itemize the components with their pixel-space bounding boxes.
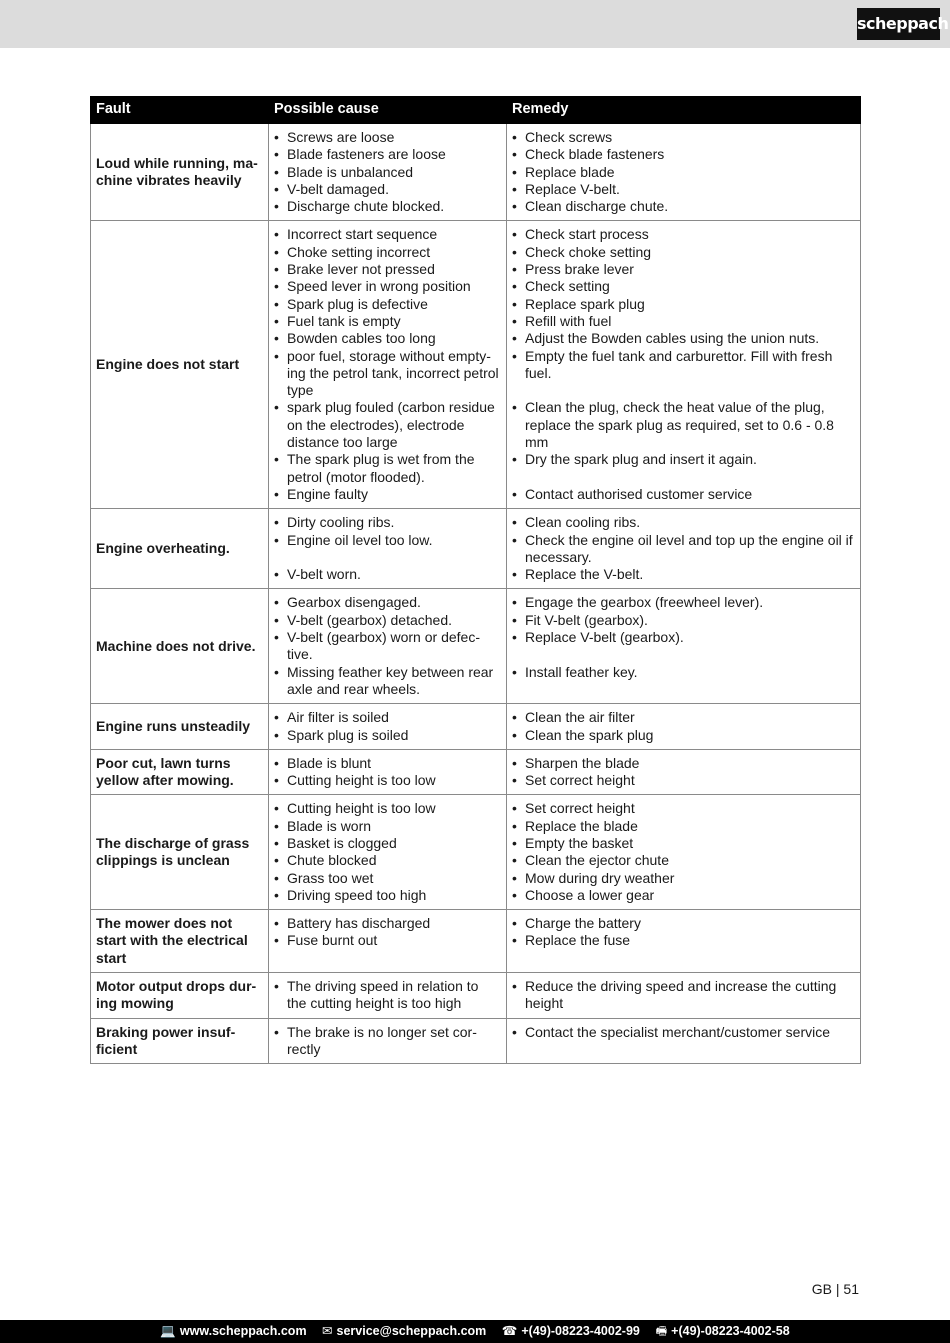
remedy-item: • Check the engine oil level and top up the engine oil if necessary.: [511, 532, 855, 567]
fault-cell: Braking power insuf-ficient: [91, 1018, 269, 1064]
cause-item: • The brake is no longer set cor-rectly: [273, 1024, 501, 1059]
table-row: [91, 795, 861, 910]
fault-cell: Engine runs unsteadily: [91, 704, 269, 750]
remedy-list: [511, 978, 855, 1013]
cause-list: [273, 129, 501, 215]
remedy-cell: [507, 704, 861, 750]
remedy-item: • Set correct height: [511, 800, 855, 817]
cause-item: • Bowden cables too long: [273, 330, 501, 347]
remedy-list: [511, 709, 855, 744]
table-row: [91, 749, 861, 795]
remedy-item: • Sharpen the blade: [511, 755, 855, 772]
remedy-item: • Check start process: [511, 226, 855, 243]
cause-list: [273, 915, 501, 950]
remedy-item: • Replace the fuse: [511, 932, 855, 949]
remedy-item: • Clean the ejector chute: [511, 852, 855, 869]
remedy-list: [511, 594, 855, 680]
cause-item: • Discharge chute blocked.: [273, 198, 501, 215]
column-header-fault: Fault: [91, 97, 269, 124]
cause-item: • Blade fasteners are loose: [273, 146, 501, 163]
cause-cell: [269, 509, 507, 589]
cause-item: • Gearbox disengaged.: [273, 594, 501, 611]
cause-cell: [269, 704, 507, 750]
remedy-item: • Fit V-belt (gearbox).: [511, 612, 855, 629]
table-row: [91, 910, 861, 973]
cause-item: • Speed lever in wrong position: [273, 278, 501, 295]
remedy-list: [511, 514, 855, 583]
remedy-item: • Set correct height: [511, 772, 855, 789]
cause-item: • Engine oil level too low.: [273, 532, 501, 549]
remedy-list: [511, 915, 855, 950]
cause-list: [273, 709, 501, 744]
cause-cell: [269, 973, 507, 1019]
cause-item: • Chute blocked: [273, 852, 501, 869]
cause-item: • Grass too wet: [273, 870, 501, 887]
cause-item: • Brake lever not pressed: [273, 261, 501, 278]
remedy-cell: [507, 509, 861, 589]
phone-icon: ☎: [501, 1324, 518, 1338]
website-item: [160, 1324, 306, 1338]
remedy-item: • Check screws: [511, 129, 855, 146]
remedy-item: • Charge the battery: [511, 915, 855, 932]
fault-cell: Motor output drops dur-ing mowing: [91, 973, 269, 1019]
remedy-item: • Replace spark plug: [511, 296, 855, 313]
remedy-item: • Check setting: [511, 278, 855, 295]
remedy-cell: [507, 973, 861, 1019]
cause-cell: [269, 749, 507, 795]
mail-icon: ✉: [322, 1324, 333, 1338]
table-row: [91, 1018, 861, 1064]
remedy-list: [511, 800, 855, 904]
cause-item: • Blade is worn: [273, 818, 501, 835]
cause-item: • Dirty cooling ribs.: [273, 514, 501, 531]
remedy-item: • Clean cooling ribs.: [511, 514, 855, 531]
email-item: [322, 1324, 486, 1338]
email-link[interactable]: service@scheppach.com: [336, 1324, 487, 1338]
cause-item: • Blade is unbalanced: [273, 164, 501, 181]
cause-item: • V-belt (gearbox) detached.: [273, 612, 501, 629]
column-header-cause: Possible cause: [269, 97, 507, 124]
cause-item: • poor fuel, storage without empty-ing the petrol tank, incorrect petrol type: [273, 348, 501, 400]
cause-item: • Engine faulty: [273, 486, 501, 503]
brand-logo: scheppach: [857, 8, 940, 40]
cause-list: [273, 514, 501, 583]
computer-icon: 💻: [160, 1324, 176, 1338]
cause-item: • Cutting height is too low: [273, 772, 501, 789]
remedy-cell: [507, 795, 861, 910]
header-bar: [0, 0, 950, 48]
cause-list: [273, 1024, 501, 1059]
cause-item: • The driving speed in relation to the cutting height is too high: [273, 978, 501, 1013]
fault-cell: Engine overheating.: [91, 509, 269, 589]
cause-item: • Missing feather key between rear axle and rear wheels.: [273, 664, 501, 699]
remedy-list: [511, 226, 855, 503]
table-row: [91, 589, 861, 704]
cause-item: [273, 549, 501, 566]
remedy-item: • Clean the air filter: [511, 709, 855, 726]
cause-list: [273, 594, 501, 698]
troubleshooting-table: [90, 96, 861, 1064]
cause-list: [273, 978, 501, 1013]
remedy-cell: [507, 910, 861, 973]
cause-item: • Spark plug is soiled: [273, 727, 501, 744]
remedy-cell: [507, 749, 861, 795]
remedy-item: • Replace V-belt.: [511, 181, 855, 198]
cause-item: • Battery has discharged: [273, 915, 501, 932]
fault-cell: The mower does not start with the electrical start: [91, 910, 269, 973]
cause-item: • Driving speed too high: [273, 887, 501, 904]
remedy-item: • Empty the basket: [511, 835, 855, 852]
phone-item: [502, 1324, 640, 1338]
cause-cell: [269, 589, 507, 704]
remedy-item: [511, 469, 855, 486]
remedy-item: • Engage the gearbox (freewheel lever).: [511, 594, 855, 611]
fault-cell: Loud while running, ma-chine vibrates heavily: [91, 124, 269, 221]
fault-cell: Engine does not start: [91, 221, 269, 509]
cause-item: • Blade is blunt: [273, 755, 501, 772]
fault-cell: Poor cut, lawn turns yellow after mowing.: [91, 749, 269, 795]
remedy-item: • Replace V-belt (gearbox).: [511, 629, 855, 646]
fax-icon: 🖷: [655, 1324, 668, 1338]
fax-item: [655, 1324, 789, 1338]
remedy-item: • Refill with fuel: [511, 313, 855, 330]
remedy-item: • Replace blade: [511, 164, 855, 181]
fault-cell: Machine does not drive.: [91, 589, 269, 704]
footer-contact-bar: [0, 1320, 950, 1343]
cause-item: • spark plug fouled (carbon residue on the electrodes), electrode distance too large: [273, 399, 501, 451]
remedy-item: [511, 646, 855, 663]
cause-item: • Incorrect start sequence: [273, 226, 501, 243]
remedy-item: • Contact the specialist merchant/customer service: [511, 1024, 855, 1041]
remedy-item: • Check blade fasteners: [511, 146, 855, 163]
remedy-item: • Replace the blade: [511, 818, 855, 835]
phone-number: +(49)-08223-4002-99: [521, 1324, 640, 1338]
remedy-item: • Replace the V-belt.: [511, 566, 855, 583]
table-row: [91, 973, 861, 1019]
remedy-cell: [507, 589, 861, 704]
remedy-list: [511, 129, 855, 215]
remedy-item: • Clean the plug, check the heat value of the plug, replace the spark plug as required, set to 0.6 - 0.8 mm: [511, 399, 855, 451]
cause-list: [273, 800, 501, 904]
cause-list: [273, 226, 501, 503]
remedy-item: • Choose a lower gear: [511, 887, 855, 904]
cause-list: [273, 755, 501, 790]
remedy-item: • Dry the spark plug and insert it again.: [511, 451, 855, 468]
table-header-row: [91, 97, 861, 124]
cause-cell: [269, 795, 507, 910]
cause-item: • Air filter is soiled: [273, 709, 501, 726]
cause-item: • Cutting height is too low: [273, 800, 501, 817]
table-row: [91, 509, 861, 589]
cause-item: • Screws are loose: [273, 129, 501, 146]
remedy-item: • Check choke setting: [511, 244, 855, 261]
remedy-item: • Press brake lever: [511, 261, 855, 278]
fault-cell: The discharge of grass clippings is unclean: [91, 795, 269, 910]
remedy-item: • Clean the spark plug: [511, 727, 855, 744]
remedy-item: • Adjust the Bowden cables using the union nuts.: [511, 330, 855, 347]
remedy-item: • Mow during dry weather: [511, 870, 855, 887]
cause-item: • V-belt worn.: [273, 566, 501, 583]
cause-item: • Basket is clogged: [273, 835, 501, 852]
fax-number: +(49)-08223-4002-58: [671, 1324, 790, 1338]
website-link[interactable]: www.scheppach.com: [179, 1324, 307, 1338]
remedy-cell: [507, 1018, 861, 1064]
cause-item: • The spark plug is wet from the petrol (motor flooded).: [273, 451, 501, 486]
remedy-item: • Empty the fuel tank and carburettor. Fill with fresh fuel.: [511, 348, 855, 383]
cause-item: • V-belt damaged.: [273, 181, 501, 198]
cause-item: • Fuse burnt out: [273, 932, 501, 949]
table-row: [91, 221, 861, 509]
cause-item: • Choke setting incorrect: [273, 244, 501, 261]
cause-item: • Fuel tank is empty: [273, 313, 501, 330]
remedy-cell: [507, 124, 861, 221]
remedy-item: • Reduce the driving speed and increase the cutting height: [511, 978, 855, 1013]
cause-cell: [269, 910, 507, 973]
remedy-cell: [507, 221, 861, 509]
remedy-list: [511, 1024, 855, 1041]
remedy-list: [511, 755, 855, 790]
remedy-item: • Contact authorised customer service: [511, 486, 855, 503]
remedy-item: • Install feather key.: [511, 664, 855, 681]
column-header-remedy: Remedy: [507, 97, 861, 124]
remedy-item: [511, 382, 855, 399]
cause-cell: [269, 1018, 507, 1064]
table-row: [91, 124, 861, 221]
cause-item: • Spark plug is defective: [273, 296, 501, 313]
cause-cell: [269, 221, 507, 509]
remedy-item: • Clean discharge chute.: [511, 198, 855, 215]
table-row: [91, 704, 861, 750]
cause-cell: [269, 124, 507, 221]
cause-item: • V-belt (gearbox) worn or defec-tive.: [273, 629, 501, 664]
page-number: GB | 51: [811, 1281, 859, 1297]
